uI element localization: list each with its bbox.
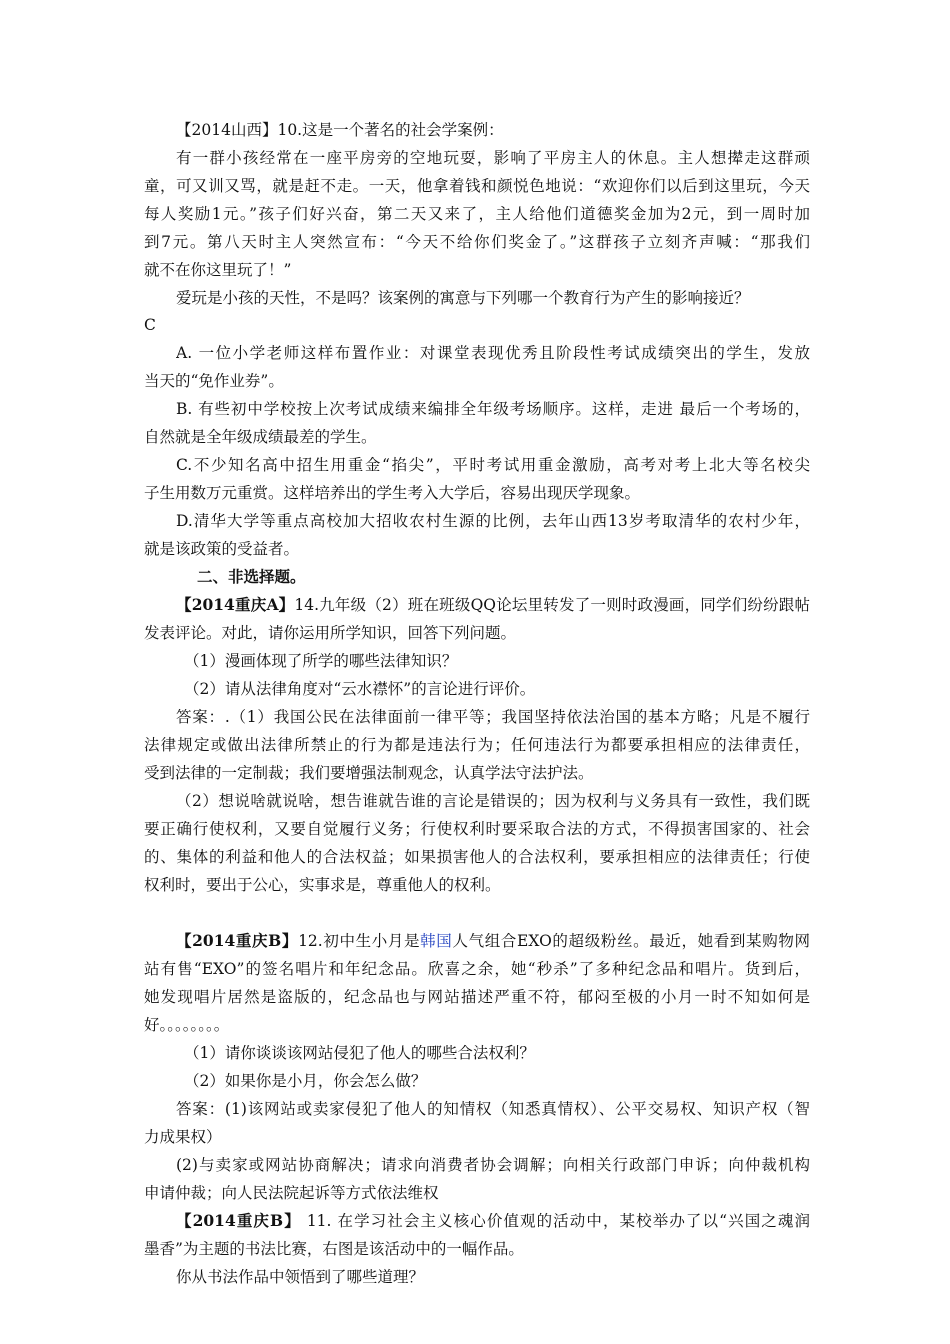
paragraph-line: 站有售“EXO”的签名唱片和年纪念品。欣喜之余，她“秒杀”了多种纪念品和唱片。货到后，	[144, 960, 810, 978]
paragraph-line: 到7元。第八天时主人突然宣布：“今天不给你们奖金了。”这群孩子立刻齐声喊：“那我们	[144, 233, 810, 251]
option-d-cont: 就是该政策的受益者。	[144, 540, 300, 558]
answer-line: （2）想说啥就说啥，想告谁就告谁的言论是错误的；因为权利与义务具有一致性，我们既	[176, 792, 810, 810]
option-a: A. 一位小学老师这样布置作业：对课堂表现优秀且阶段性考试成绩突出的学生，发放	[176, 344, 810, 362]
answer-line: 力成果权）	[144, 1128, 222, 1146]
answer-line: 要正确行使权利，又要自觉履行义务；行使权利时要采取合法的方式，不得损害国家的、社会	[144, 820, 810, 838]
answer-line: 答案：.（1）我国公民在法律面前一律平等；我国坚持依法治国的基本方略；凡是不履行	[176, 708, 810, 726]
source-tag: 【2014重庆B】	[176, 931, 299, 950]
section-heading: 二、非选择题。	[197, 567, 306, 586]
question-prompt: 爱玩是小孩的天性，不是吗？该案例的寓意与下列哪一个教育行为产生的影响接近？	[176, 289, 750, 307]
paragraph-line: 就不在你这里玩了！”	[144, 261, 292, 279]
sub-question-2: （2）请从法律角度对“云水襟怀”的言论进行评价。	[184, 680, 536, 698]
answer-line: 法律规定或做出法律所禁止的行为都是违法行为；任何违法行为都要承担相应的法律责任，	[144, 736, 810, 754]
answer-line: 答案：(1)该网站或卖家侵犯了他人的知情权（知悉真情权）、公平交易权、知识产权（智	[176, 1100, 810, 1118]
paragraph-line: 有一群小孩经常在一座平房旁的空地玩耍，影响了平房主人的休息。主人想撵走这群顽	[176, 149, 810, 167]
answer-line: 受到法律的一定制裁；我们要增强法制观念，认真学法守法护法。	[144, 764, 594, 782]
option-b: B. 有些初中学校按上次考试成绩来编排全年级考场顺序。这样，走进 最后一个考场的，	[176, 400, 810, 418]
paragraph-line: 她发现唱片居然是盗版的，纪念品也与网站描述严重不符，郁闷至极的小月一时不知如何是	[144, 988, 810, 1006]
question-prompt: 你从书法作品中领悟到了哪些道理？	[176, 1268, 425, 1286]
option-c-cont: 子生用数万元重赏。这样培养出的学生考入大学后，容易出现厌学现象。	[144, 484, 641, 502]
paragraph-line: 墨香”为主题的书法比赛，右图是该活动中的一幅作品。	[144, 1240, 524, 1258]
answer-line: (2)与卖家或网站协商解决；请求向消费者协会调解；向相关行政部门申诉；向仲裁机构	[176, 1156, 810, 1174]
answer-letter: C	[144, 316, 156, 334]
option-c: C.不少知名高中招生用重金“掐尖”，平时考试用重金激励，高考对考上北大等名校尖	[176, 456, 810, 474]
paragraph-line: 每人奖励1元。”孩子们好兴奋，第二天又来了，主人给他们道德奖金加为2元，到一周时加	[144, 205, 810, 223]
paragraph-line: 发表评论。对此，请你运用所学知识，回答下列问题。	[144, 624, 517, 642]
question-header-chongqing-a: 【2014重庆A】14.九年级（2）班在班级QQ论坛里转发了一则时政漫画，同学们纷纷跟帖	[176, 595, 810, 614]
source-tag: 【2014重庆B】	[176, 1211, 301, 1230]
sub-question-1: （1）漫画体现了所学的哪些法律知识？	[184, 652, 458, 670]
question-header-shanxi: 【2014山西】10.这是一个著名的社会学案例：	[176, 121, 504, 139]
option-a-cont: 当天的“免作业券”。	[144, 372, 284, 390]
paragraph-line: 好。。。。。。。。	[144, 1016, 230, 1034]
paragraph-line: 童，可又训又骂，就是赶不走。一天，他拿着钱和颜悦色地说：“欢迎你们以后到这里玩，今天	[144, 177, 810, 195]
sub-question-1: （1）请你谈谈该网站侵犯了他人的哪些合法权利？	[184, 1044, 535, 1062]
option-b-cont: 自然就是全年级成绩最差的学生。	[144, 428, 377, 446]
answer-line: 的、集体的利益和他人的合法权益；如果损害他人的合法权利，要承担相应的法律责任；行使	[144, 848, 810, 866]
sub-question-2: （2）如果你是小月，你会怎么做？	[184, 1072, 427, 1090]
answer-line: 申请仲裁；向人民法院起诉等方式依法维权	[144, 1184, 439, 1202]
answer-line: 权利时，要出于公心，实事求是，尊重他人的权利。	[144, 876, 501, 894]
question-header-chongqing-b11: 【2014重庆B】 11. 在学习社会主义核心价值观的活动中，某校举办了以“兴国之魂润	[176, 1211, 810, 1230]
question-header-chongqing-b12: 【2014重庆B】12.初中生小月是韩国人气组合EXO的超级粉丝。最近，她看到某购物网	[176, 931, 810, 950]
source-tag: 【2014山西】	[176, 121, 278, 139]
link-korea[interactable]: 韩国	[420, 932, 453, 950]
option-d: D.清华大学等重点高校加大招收农村生源的比例，去年山西13岁考取清华的农村少年，	[176, 512, 810, 530]
source-tag: 【2014重庆A】	[176, 595, 295, 614]
